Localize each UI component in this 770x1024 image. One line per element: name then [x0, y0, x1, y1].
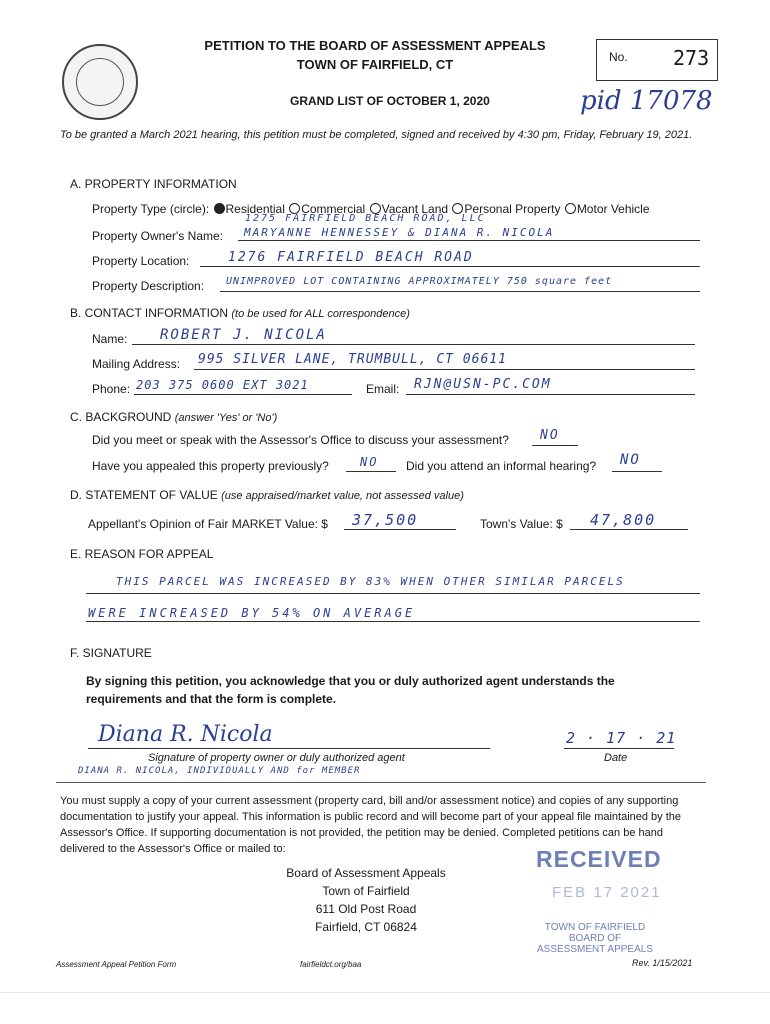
petition-number-label: No. [609, 50, 628, 64]
section-a-heading: A. PROPERTY INFORMATION [70, 177, 237, 191]
date-line [564, 748, 674, 749]
property-location-label: Property Location: [92, 254, 190, 268]
option-residential: Residential [225, 202, 285, 216]
radio-motor-vehicle[interactable] [565, 203, 576, 214]
option-commercial: Commercial [301, 202, 366, 216]
section-d-note: (use appraised/market value, not assessed value) [221, 490, 464, 502]
section-c-note: (answer 'Yes' or 'No') [174, 412, 278, 424]
town-value-line [570, 529, 688, 530]
received-stamp: RECEIVED [536, 846, 662, 872]
page-edge [0, 992, 770, 993]
stamp-org-line-1: TOWN OF FAIRFIELD [544, 922, 646, 933]
property-description-line [220, 291, 700, 292]
answer-assessor-meeting[interactable]: NO [540, 428, 560, 443]
property-type-label: Property Type (circle): [92, 202, 210, 216]
phone-line [134, 394, 352, 395]
footer-divider [56, 782, 706, 783]
mailing-address-value[interactable]: 995 SILVER LANE, TRUMBULL, CT 06611 [198, 352, 507, 367]
petition-number-box [596, 39, 718, 81]
radio-residential[interactable] [214, 203, 225, 214]
reason-text-2[interactable]: WERE INCREASED BY 54% ON AVERAGE [88, 606, 416, 620]
mailing-address-label: Mailing Address: [92, 357, 181, 371]
mailing-address-block [286, 864, 446, 936]
answer-appealed-previously-line [346, 471, 396, 472]
property-location-value[interactable]: 1276 FAIRFIELD BEACH ROAD [228, 250, 474, 265]
section-f-heading: F. SIGNATURE [70, 646, 152, 660]
reason-line-2 [86, 621, 700, 622]
stamp-org-line-2: BOARD OF [568, 933, 622, 944]
signature-date[interactable]: 2 · 17 · 21 [566, 729, 677, 747]
section-d-title: D. STATEMENT OF VALUE [70, 488, 218, 502]
revision-date: Rev. 1/15/2021 [632, 958, 693, 968]
property-location-line [200, 266, 700, 267]
submission-notice: You must supply a copy of your current assessment (property card, bill and/or assessment notice) and copies of any supporting documentation to justify your appeal. This information is public record and will become part of your appeal file maintained by the Assessor's Office. If supporting documentation is not provided, the petition may be denied. Completed petitions can be hand delivered to the Assessor's Office or mailed to: [60, 795, 682, 855]
section-b-title: B. CONTACT INFORMATION [70, 306, 228, 320]
grand-list-label: GRAND LIST OF OCTOBER 1, 2020 [290, 94, 490, 108]
town-value[interactable]: 47,800 [590, 511, 657, 529]
market-value[interactable]: 37,500 [352, 511, 419, 529]
reason-line-1 [86, 593, 700, 594]
answer-appealed-previously[interactable]: NO [360, 455, 379, 469]
petition-number: 273 [673, 46, 710, 70]
phone-value[interactable]: 203 375 0600 EXT 3021 [136, 378, 309, 392]
market-value-label: Appellant's Opinion of Fair MARKET Value: $ [88, 517, 328, 531]
date-caption: Date [604, 752, 628, 764]
contact-name-label: Name: [92, 332, 128, 346]
address-line-2: Town of Fairfield [322, 884, 410, 898]
market-value-line [344, 529, 456, 530]
deadline-instructions: To be granted a March 2021 hearing, this petition must be completed, signed and received by 4:30 pm, Friday, February 19, 2021. [60, 129, 693, 141]
owner-signature[interactable]: Diana R. Nicola [98, 722, 273, 747]
option-vacant-land: Vacant Land [381, 202, 449, 216]
question-appealed-previously: Have you appealed this property previously? [92, 459, 329, 473]
email-value[interactable]: RJN@USN-PC.COM [414, 377, 552, 392]
form-name: Assessment Appeal Petition Form [56, 960, 177, 969]
option-personal-property: Personal Property [464, 202, 561, 216]
phone-label: Phone: [92, 382, 131, 396]
question-assessor-meeting: Did you meet or speak with the Assessor's Office to discuss your assessment? [92, 433, 509, 447]
email-label: Email: [366, 382, 400, 396]
property-description-value[interactable]: UNIMPROVED LOT CONTAINING APPROXIMATELY 750 square feet [226, 276, 613, 287]
owner-name-label: Property Owner's Name: [92, 229, 223, 243]
owner-name-value[interactable]: MARYANNE HENNESSEY & DIANA R. NICOLA [244, 226, 555, 239]
email-line [406, 394, 695, 395]
mailing-address-line [194, 369, 695, 370]
pid-handwritten: pid 17078 [580, 86, 713, 116]
town-title: TOWN OF FAIRFIELD, CT [296, 57, 454, 72]
owner-name-line [238, 240, 700, 241]
section-b-heading [70, 306, 410, 320]
stamp-org-line-3: ASSESSMENT APPEALS [537, 944, 653, 955]
option-motor-vehicle: Motor Vehicle [576, 202, 650, 216]
property-description-label: Property Description: [92, 279, 205, 293]
owner-name-value-line1[interactable]: 1275 FAIRFIELD BEACH ROAD, LLC [245, 213, 486, 224]
signer-note: DIANA R. NICOLA, INDIVIDUALLY AND for MEMBER [78, 766, 361, 776]
town-value-label: Town's Value: $ [480, 517, 563, 531]
contact-name-line [132, 344, 695, 345]
form-title: PETITION TO THE BOARD OF ASSESSMENT APPEALS [204, 38, 546, 53]
section-e-heading: E. REASON FOR APPEAL [70, 547, 214, 561]
address-line-3: 611 Old Post Road [315, 902, 417, 916]
website[interactable]: fairfieldct.org/baa [300, 960, 362, 969]
received-stamp-date: FEB 17 2021 [552, 884, 662, 901]
contact-name-value[interactable]: ROBERT J. NICOLA [160, 327, 327, 343]
section-c-heading [70, 410, 277, 424]
signature-statement: By signing this petition, you acknowledge that you or duly authorized agent understands the requirements and that the form is complete. [86, 674, 615, 706]
answer-informal-hearing-line [612, 471, 662, 472]
stamp-organization [528, 922, 662, 955]
reason-text-1[interactable]: THIS PARCEL WAS INCREASED BY 83% WHEN OTHER SIMILAR PARCELS [116, 575, 625, 588]
signature-caption: Signature of property owner or duly authorized agent [148, 752, 405, 764]
signature-line [88, 748, 490, 749]
address-line-4: Fairfield, CT 06824 [315, 920, 417, 934]
section-d-heading [70, 488, 464, 502]
answer-assessor-meeting-line [532, 445, 578, 446]
section-b-note: (to be used for ALL correspondence) [231, 308, 410, 320]
address-line-1: Board of Assessment Appeals [286, 866, 446, 880]
section-c-title: C. BACKGROUND [70, 410, 172, 424]
question-informal-hearing: Did you attend an informal hearing? [406, 459, 597, 473]
answer-informal-hearing[interactable]: NO [620, 452, 641, 468]
